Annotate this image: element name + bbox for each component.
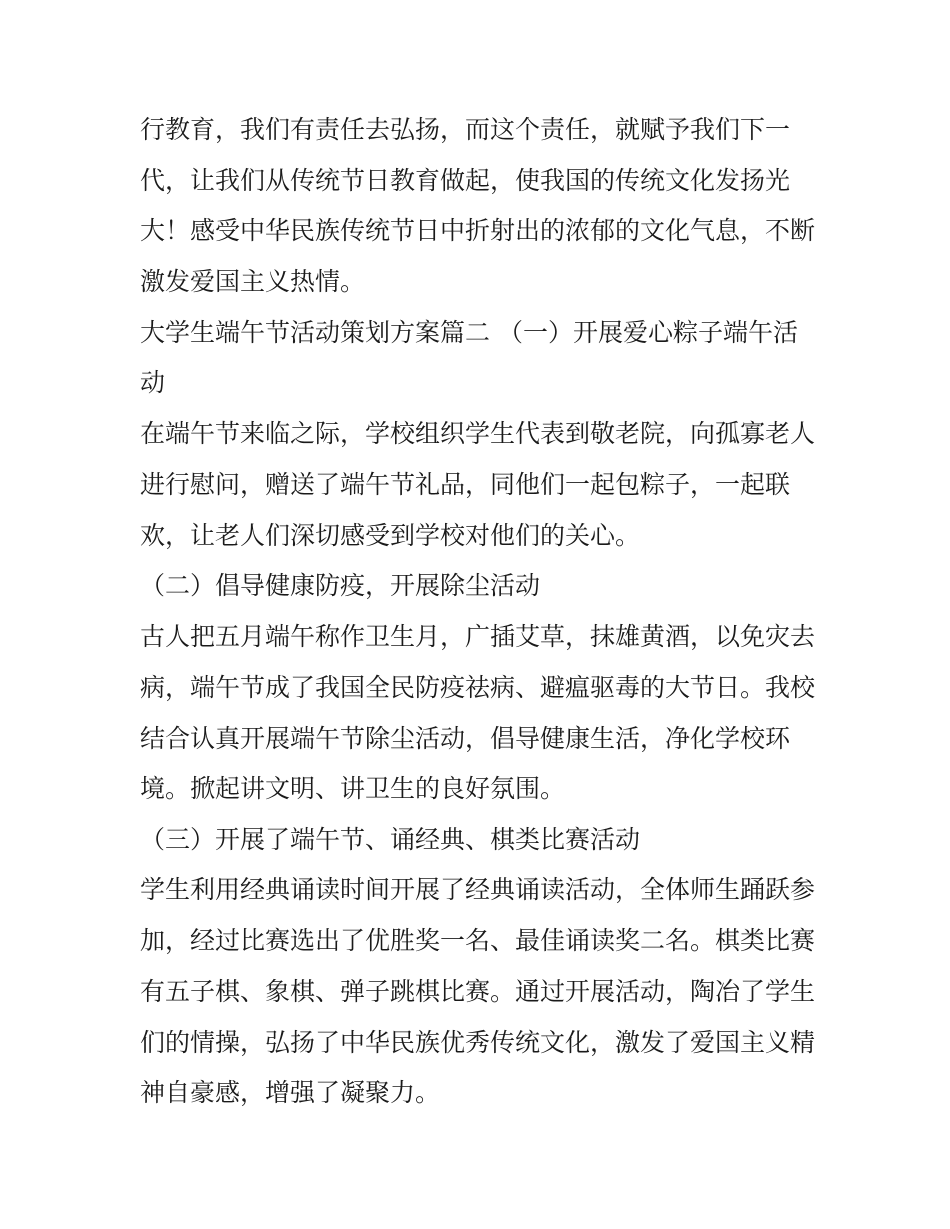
text-line: 有五子棋、象棋、弹子跳棋比赛。通过开展活动，陶冶了学生 [140, 977, 816, 1006]
text-line: 行教育，我们有责任去弘扬，而这个责任，就赋予我们下一 [140, 115, 791, 144]
text-line: 病，端午节成了我国全民防疫祛病、避瘟驱毒的大节日。我校 [140, 673, 816, 702]
text-line: 代，让我们从传统节日教育做起，使我国的传统文化发扬光 [140, 166, 791, 195]
text-line: 神自豪感，增强了凝聚力。 [140, 1078, 441, 1107]
text-line: 古人把五月端午称作卫生月，广插艾草，抹雄黄酒，以免灾去 [140, 622, 816, 651]
section-heading-continued: 动 [140, 368, 166, 397]
section-heading: 大学生端午节活动策划方案篇二 （一）开展爱心粽子端午活 [140, 318, 798, 347]
text-line: 在端午节来临之际，学校组织学生代表到敬老院，向孤寡老人 [140, 419, 816, 448]
text-line: 境。掀起讲文明、讲卫生的良好氛围。 [140, 774, 566, 803]
text-line: 大！感受中华民族传统节日中折射出的浓郁的文化气息，不断 [140, 216, 816, 245]
text-line: 们的情操，弘扬了中华民族优秀传统文化，激发了爱国主义精 [140, 1028, 816, 1057]
text-line: 进行慰问，赠送了端午节礼品，同他们一起包粽子，一起联 [140, 470, 791, 499]
text-line: 学生利用经典诵读时间开展了经典诵读活动，全体师生踊跃参 [140, 875, 816, 904]
text-line: 激发爱国主义热情。 [140, 267, 366, 296]
text-line: 欢，让老人们深切感受到学校对他们的关心。 [140, 521, 641, 550]
subsection-heading: （二）倡导健康防疫，开展除尘活动 [140, 571, 541, 600]
text-line: 结合认真开展端午节除尘活动，倡导健康生活，净化学校环 [140, 724, 791, 753]
text-line: 加，经过比赛选出了优胜奖一名、最佳诵读奖二名。棋类比赛 [140, 926, 816, 955]
subsection-heading: （三）开展了端午节、诵经典、棋类比赛活动 [140, 825, 641, 854]
